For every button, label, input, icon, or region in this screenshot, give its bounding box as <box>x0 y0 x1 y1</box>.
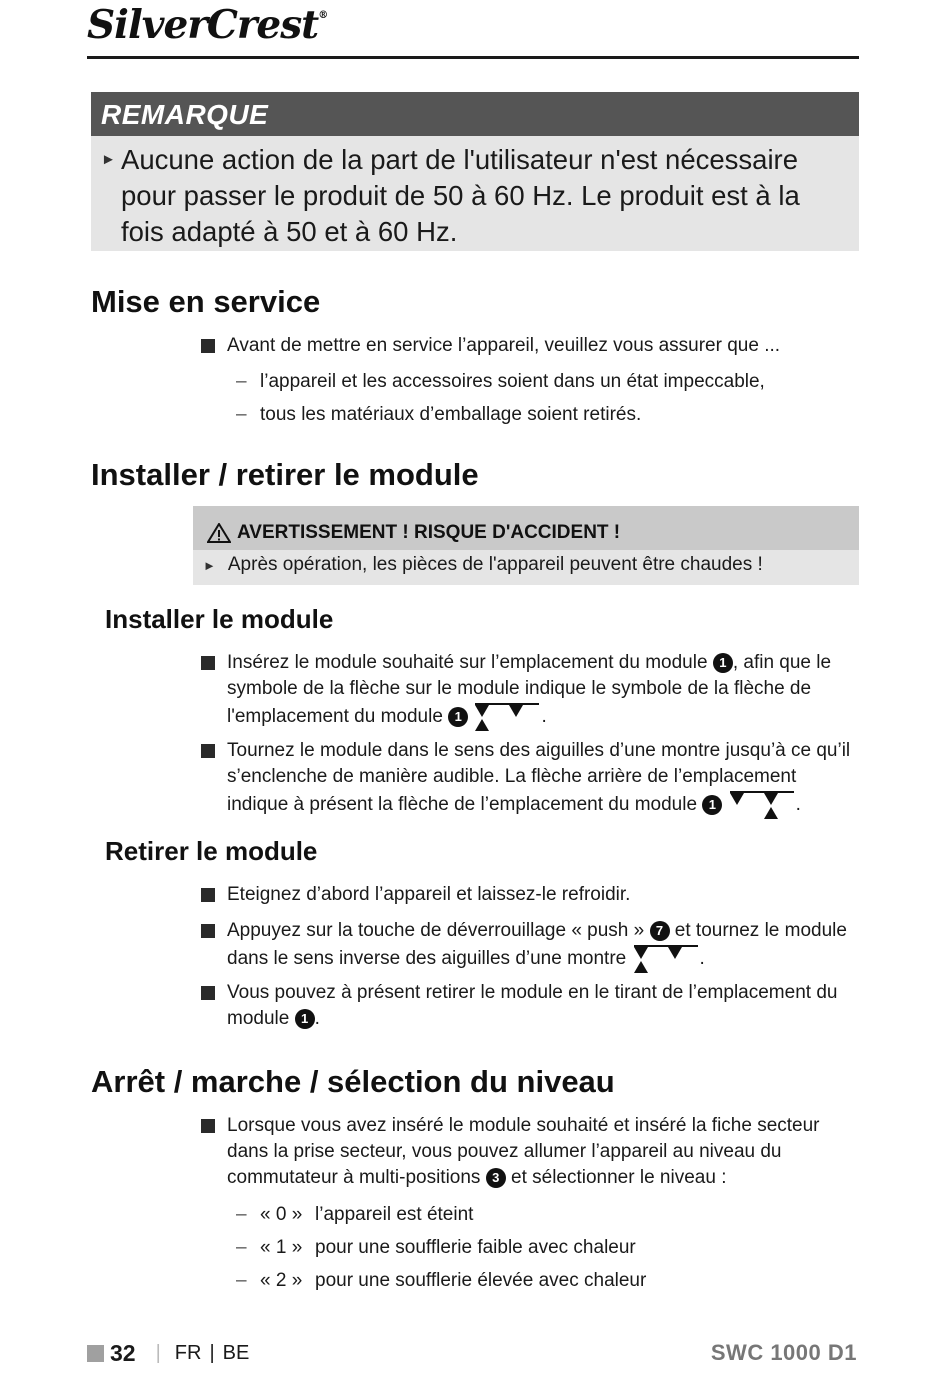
square-marker-icon <box>87 1345 104 1362</box>
warning-title: AVERTISSEMENT ! RISQUE D'ACCIDENT ! <box>237 522 621 543</box>
list-item <box>227 882 857 908</box>
list-item: Insérez le module souhaité sur l’emplacement du module 1 , afin que le symbole de la flèche sur le module indique le symbole de la flèche de l'emplacement du module 1 . <box>227 650 857 732</box>
warning-header <box>193 506 859 550</box>
list-item <box>236 1202 473 1228</box>
sub-item-text: l’appareil et les accessoires soient dans un état impeccable, <box>260 371 765 392</box>
square-bullet-icon <box>201 888 215 902</box>
dash-icon: – <box>236 1237 247 1258</box>
arrow-symbol-icon <box>473 702 541 732</box>
header-rule <box>87 56 859 59</box>
divider: | <box>209 1342 215 1364</box>
bullet-text: Tournez le module dans le sens des aiguilles d’une montre jusqu’à ce qu’il s’enclenche de manière audible. La flèche arrière de l’emplacement indique à présent la flèche de l’emplacement du module <box>227 740 851 816</box>
square-bullet-icon <box>201 339 215 353</box>
square-bullet-icon <box>201 1119 215 1133</box>
model-number: SWC 1000 D1 <box>710 1340 857 1365</box>
list-item: Appuyez sur la touche de déverrouillage « push » 7 et tournez le module dans le sens inverse des aiguilles d’une montre . <box>227 918 857 974</box>
reference-number-1: 1 <box>295 1009 315 1029</box>
level-text: l’appareil est éteint <box>315 1204 474 1225</box>
level-text: pour une soufflerie élevée avec chaleur <box>315 1270 647 1291</box>
section-title-mise-en-service: Mise en service <box>91 284 321 319</box>
page-number: 32 <box>110 1340 136 1366</box>
language-code: BE <box>222 1342 250 1364</box>
arrow-right-icon: ► <box>101 151 116 168</box>
bullet-text: Lorsque vous avez inséré le module souhaité et inséré la fiche secteur dans la prise secteur, vous pouvez allumer l’appareil au niveau du commutateur à multi-positions <box>227 1115 820 1188</box>
list-item <box>227 333 857 359</box>
bullet-text: Vous pouvez à présent retirer le module en le tirant de l’emplacement du module <box>227 982 838 1029</box>
dash-icon: – <box>236 371 247 392</box>
reference-number-1: 1 <box>702 795 722 815</box>
bullet-text: Appuyez sur la touche de déverrouillage « push » <box>227 920 645 941</box>
arrow-symbol-icon <box>632 944 700 974</box>
subsection-title-retirer: Retirer le module <box>105 836 318 866</box>
level-key: « 2 » <box>260 1270 303 1291</box>
list-item: Tournez le module dans le sens des aiguilles d’une montre jusqu’à ce qu’il s’enclenche de manière audible. La flèche arrière de l’emplacement indique à présent la flèche de l’emplacement du module 1 . <box>227 738 857 820</box>
section-title-niveau: Arrêt / marche / sélection du niveau <box>91 1064 615 1099</box>
bullet-text: , afin que le symbole de la flèche sur le module indique le symbole de la flèche de l'emplacement du module <box>227 652 832 728</box>
bullet-text: et tournez le module dans le sens inverse des aiguilles d’une montre <box>227 920 847 970</box>
reference-number-7: 7 <box>650 921 670 941</box>
level-key: « 1 » <box>260 1237 303 1258</box>
brand-logo: SilverCrest® <box>87 2 328 48</box>
arrow-symbol-icon <box>728 790 796 820</box>
sub-item-text: tous les matériaux d’emballage soient retirés. <box>260 404 642 425</box>
language-code: FR <box>174 1342 202 1364</box>
divider: | <box>155 1342 161 1364</box>
remark-title: REMARQUE <box>91 92 859 136</box>
square-bullet-icon <box>201 744 215 758</box>
level-text: pour une soufflerie faible avec chaleur <box>315 1237 636 1258</box>
dash-icon: – <box>236 1270 247 1291</box>
list-item <box>236 369 765 395</box>
remark-text: Aucune action de la part de l'utilisateur n'est nécessaire pour passer le produit de 50 à 60 Hz. Le produit est à la fois adapté à 50 et à 60 Hz. <box>121 144 800 247</box>
bullet-text: Eteignez d’abord l’appareil et laissez-le refroidir. <box>227 884 631 905</box>
warning-body <box>193 550 859 585</box>
dash-icon: – <box>236 404 247 425</box>
reference-number-1: 1 <box>713 653 733 673</box>
list-item <box>227 1113 857 1191</box>
square-bullet-icon <box>201 924 215 938</box>
reference-number-3: 3 <box>486 1168 506 1188</box>
bullet-text: Insérez le module souhaité sur l’emplacement du module <box>227 652 708 673</box>
remark-box <box>91 136 859 251</box>
warning-triangle-icon <box>207 523 231 543</box>
list-item <box>236 1235 636 1261</box>
list-item <box>236 402 641 428</box>
square-bullet-icon <box>201 986 215 1000</box>
square-bullet-icon <box>201 656 215 670</box>
list-item <box>236 1268 646 1294</box>
section-title-installer-retirer: Installer / retirer le module <box>91 457 479 492</box>
arrow-right-icon: ► <box>203 558 216 573</box>
subsection-title-installer: Installer le module <box>105 604 334 634</box>
level-key: « 0 » <box>260 1204 303 1225</box>
dash-icon: – <box>236 1204 247 1225</box>
footer-left <box>87 1340 249 1367</box>
warning-text: Après opération, les pièces de l'appareil peuvent être chaudes ! <box>227 554 763 575</box>
bullet-text: Avant de mettre en service l’appareil, veuillez vous assurer que ... <box>227 335 781 356</box>
reference-number-1: 1 <box>448 707 468 727</box>
list-item: Vous pouvez à présent retirer le module en le tirant de l’emplacement du module 1 . <box>227 980 857 1032</box>
bullet-text: et sélectionner le niveau : <box>511 1167 727 1188</box>
